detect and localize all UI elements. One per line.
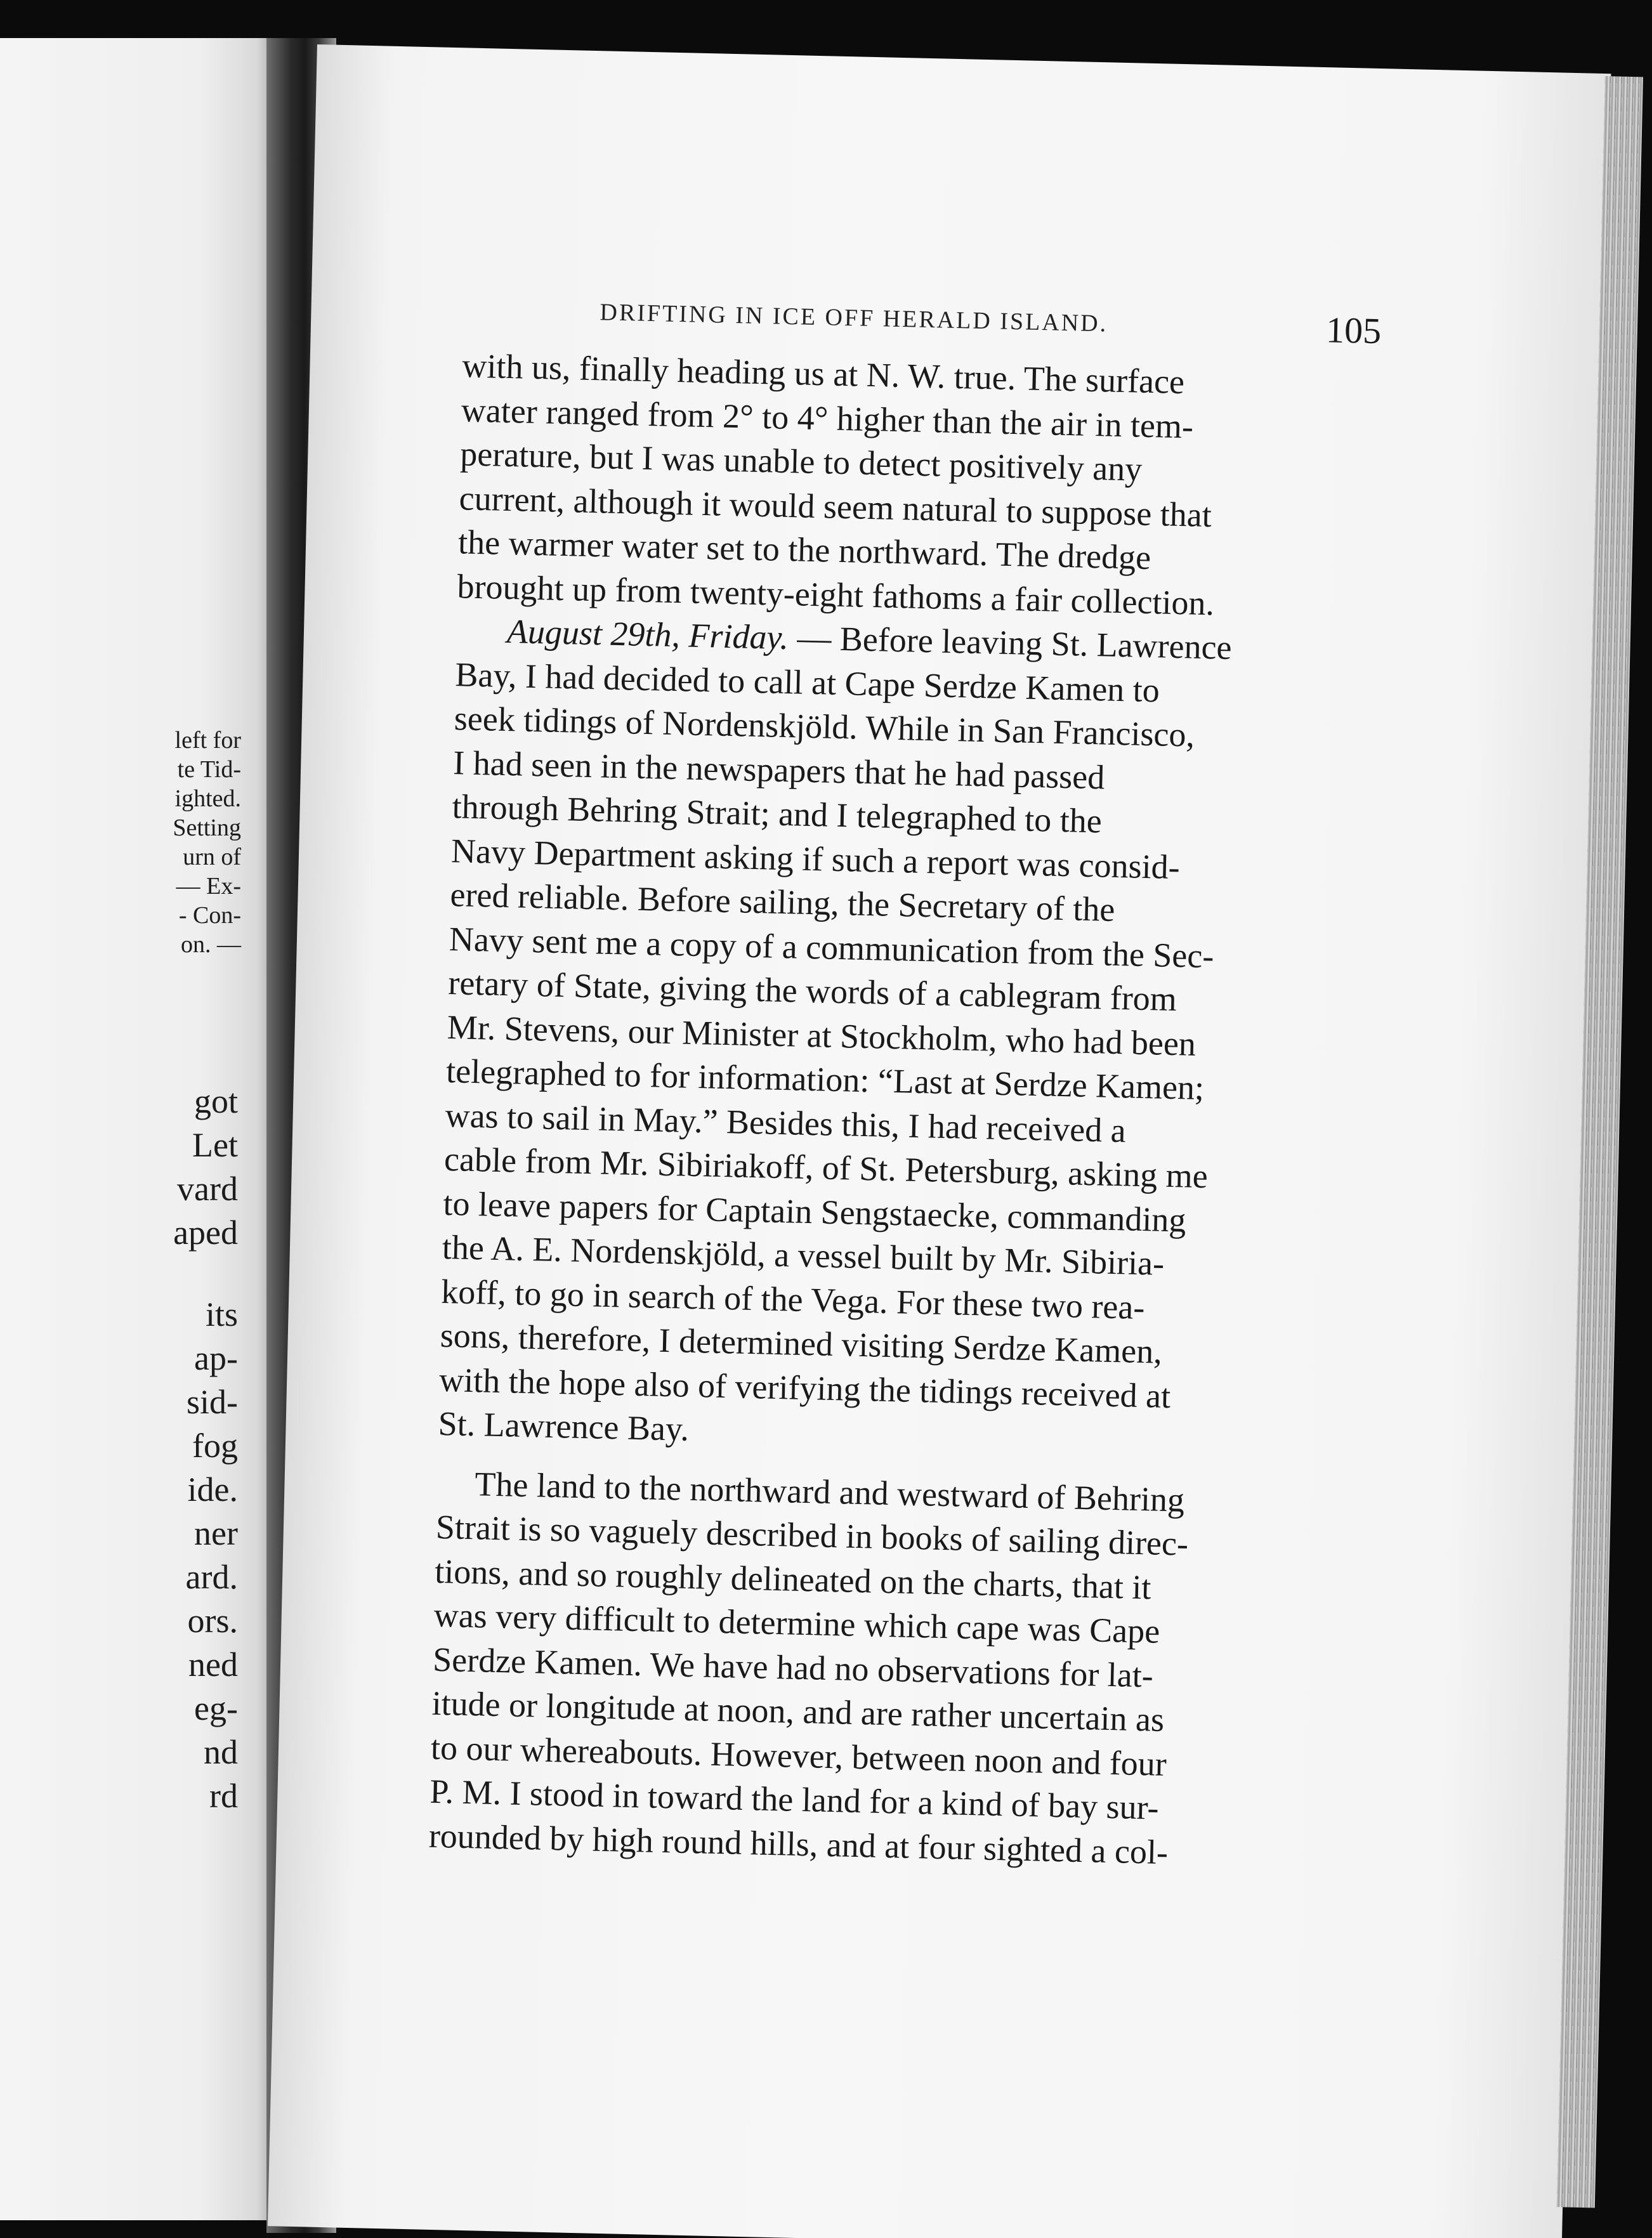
text-line: water ranged from 2° to 4° higher than the air in tem- [461, 390, 1194, 445]
text-line: Serdze Kamen. We have had no observations for lat- [432, 1640, 1154, 1695]
text-line: seek tidings of Nordenskjöld. While in San Francisco, [454, 699, 1195, 754]
page-number: 105 [1325, 309, 1382, 352]
left-page-fragment: nd [204, 1733, 238, 1771]
text-line: Navy sent me a copy of a communication from the Sec- [449, 919, 1215, 975]
text-line: retary of State, giving the words of a cablegram from [447, 964, 1177, 1019]
text-line: brought up from twenty-eight fathoms a fair collection. [457, 566, 1215, 622]
left-page-fragment: vard [177, 1170, 238, 1208]
text-line: koff, to go in search of the Vega. For these two rea- [440, 1272, 1146, 1326]
running-head: DRIFTING IN ICE OFF HERALD ISLAND. [600, 299, 1108, 337]
text-line: rounded by high round hills, and at four sighted a col- [428, 1816, 1169, 1871]
italic-date: August 29th, Friday. [506, 612, 789, 657]
left-page-fragment: ide. [187, 1470, 238, 1508]
right-page [268, 44, 1611, 2238]
text-line: The land to the northward and westward of Behring [474, 1464, 1185, 1519]
text-line: telegraphed to for information: “Last at Serdze Kamen; [445, 1052, 1205, 1108]
left-page-fragment: ap- [194, 1339, 238, 1377]
text-line: the A. E. Nordenskjöld, a vessel built by Mr. Sibiria- [442, 1227, 1165, 1283]
text-line: ered reliable. Before sailing, the Secretary of the [449, 875, 1116, 929]
text-line: Mr. Stevens, our Minister at Stockholm, who had been [447, 1007, 1196, 1063]
left-page-fragment: ard. [185, 1558, 238, 1596]
text-line: with us, finally heading us at N. W. true. The surface [461, 346, 1185, 402]
left-page-fragment: sid- [187, 1383, 238, 1421]
text-line: I had seen in the newspapers that he had passed [452, 743, 1105, 796]
text-line: Bay, I had decided to call at Cape Serdze Kamen to [454, 655, 1160, 709]
text-line: perature, but I was unable to detect positively any [459, 435, 1143, 488]
left-page-fragment: — Ex- [176, 873, 241, 900]
left-page-fragment: fog [192, 1427, 238, 1465]
left-page-fragment: eg- [194, 1689, 238, 1727]
left-page-fragment: aped [173, 1214, 238, 1252]
left-page-fragment: on. — [181, 931, 241, 958]
left-page-fragment: - Con- [178, 902, 241, 929]
text-line: was very difficult to determine which cape was Cape [433, 1595, 1160, 1651]
text-line: sons, therefore, I determined visiting Serdze Kamen, [440, 1316, 1163, 1371]
text-line: the warmer water set to the northward. The dredge [457, 523, 1151, 577]
left-page-fragment: got [193, 1082, 238, 1120]
text-line: to our whereabouts. However, between noon and four [430, 1728, 1167, 1783]
left-page-fragment: left for [174, 727, 241, 754]
text-line: Navy Department asking if such a report was consid- [450, 831, 1181, 886]
left-page-fragment: rd [209, 1777, 238, 1815]
text-line: Strait is so vaguely described in books of sailing direc- [435, 1507, 1189, 1563]
left-page-fragment: its [205, 1295, 238, 1333]
left-page-fragment: ner [194, 1514, 238, 1552]
text-line: itude or longitude at noon, and are rather uncertain as [431, 1684, 1165, 1739]
left-page-fragment: urn of [183, 844, 241, 870]
left-page-fragment: ighted. [174, 785, 241, 812]
text-line: with the hope also of verifying the tidings received at [438, 1360, 1171, 1415]
left-page [0, 38, 285, 2220]
line-rest: — Before leaving St. Lawrence [788, 618, 1233, 667]
left-page-fragment: ned [188, 1646, 238, 1684]
left-page-fragment: Setting [173, 815, 241, 841]
text-line: was to sail in May.” Besides this, I had received a [445, 1096, 1127, 1149]
left-page-fragment: te Tid- [177, 756, 241, 783]
text-line: cable from Mr. Sibiriakoff, of St. Petersburg, asking me [443, 1140, 1209, 1196]
text-line: through Behring Strait; and I telegraphed to the [452, 787, 1103, 841]
text-line: tions, and so roughly delineated on the charts, that it [434, 1552, 1152, 1606]
text-line: P. M. I stood in toward the land for a kind of bay sur- [429, 1772, 1160, 1827]
text-line: St. Lawrence Bay. [438, 1404, 690, 1448]
left-page-fragment: ors. [187, 1602, 238, 1640]
left-page-fragment: Let [192, 1126, 238, 1164]
text-line: to leave papers for Captain Sengstaecke, commanding [442, 1184, 1187, 1240]
text-line: current, although it would seem natural to suppose that [459, 478, 1212, 534]
